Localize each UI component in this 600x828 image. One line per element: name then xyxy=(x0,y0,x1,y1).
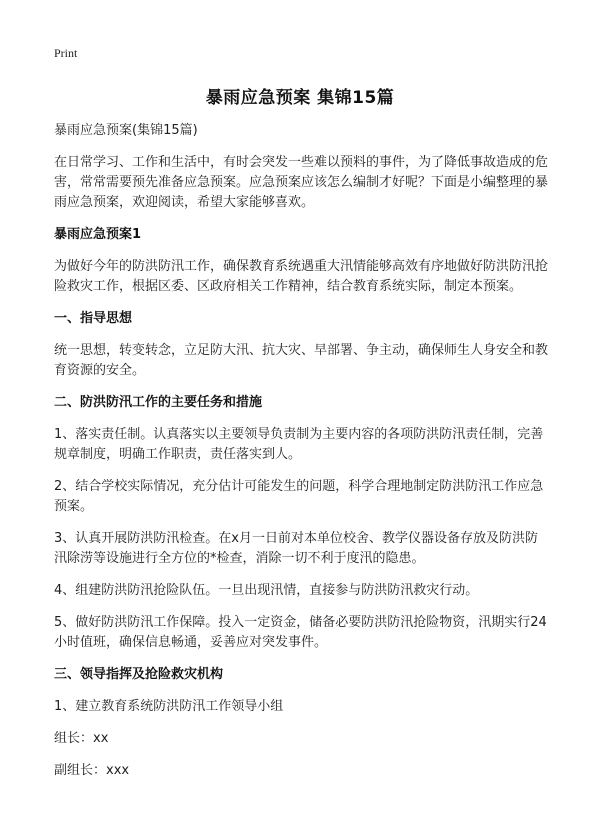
task-item: 3、认真开展防洪防汛检查。在x月一日前对本单位校舍、教学仪器设备存放及防洪防汛除涝等设施进行全方位的*检查，消除一切不利于度汛的隐患。 xyxy=(54,531,538,566)
leadership-item: 1、建立教育系统防洪防汛工作领导小组 xyxy=(54,699,284,714)
document-body xyxy=(54,121,550,793)
document-subtitle: 暴雨应急预案(集锦15篇) xyxy=(54,123,198,138)
section-paragraph: 为做好今年的防洪防汛工作，确保教育系统遇重大汛情能够高效有序地做好防洪防汛抢险救灾工作，根据区委、区政府相关工作精神，结合教育系统实际，制定本预案。 xyxy=(54,259,549,294)
task-item: 2、结合学校实际情况，充分估计可能发生的问题，科学合理地制定防洪防汛工作应急预案。 xyxy=(54,479,544,514)
heading-leadership: 三、领导指挥及抢险救灾机构 xyxy=(54,667,224,682)
heading-main-tasks: 二、防洪防汛工作的主要任务和措施 xyxy=(54,395,263,410)
page-title: 暴雨应急预案 集锦15篇 xyxy=(205,88,395,108)
intro-paragraph: 在日常学习、工作和生活中，有时会突发一些难以预料的事件，为了降低事故造成的危害，常常需要预先准备应急预案。应急预案应该怎么编制才好呢？下面是小编整理的暴雨应急预案，欢迎阅读，希望大家能够喜欢。 xyxy=(54,155,549,210)
leader-line: 组长：xx xyxy=(54,731,109,746)
heading-guiding-ideology: 一、指导思想 xyxy=(54,311,133,326)
section-heading: 暴雨应急预案1 xyxy=(54,227,142,242)
print-label: Print xyxy=(54,46,78,60)
guiding-paragraph: 统一思想，转变转念，立足防大汛、抗大灾、早部署、争主动，确保师生人身安全和教育资源的安全。 xyxy=(54,343,549,378)
task-item: 4、组建防洪防汛抢险队伍。一旦出现汛情，直接参与防洪防汛救灾行动。 xyxy=(54,583,479,598)
deputy-leader-line: 副组长：xxx xyxy=(54,763,130,778)
task-item: 5、做好防洪防汛工作保障。投入一定资金，储备必要防洪防汛抢险物资，汛期实行24小时值班，确保信息畅通，妥善应对突发事件。 xyxy=(54,615,547,650)
task-item: 1、落实责任制。认真落实以主要领导负责制为主要内容的各项防洪防汛责任制，完善规章制度，明确工作职责，责任落实到人。 xyxy=(54,427,544,462)
